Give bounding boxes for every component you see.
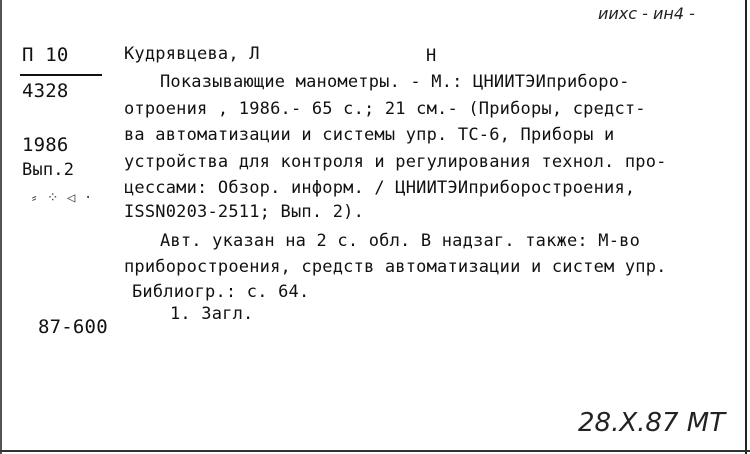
body-line-10: 1. Загл.	[170, 304, 254, 324]
corner-handwritten-note: иихс - ин4 -	[598, 4, 695, 23]
body-line-2: отроения , 1986.- 65 с.; 21 см.- (Приборы, средст-	[124, 99, 646, 119]
card-bottom-edge	[0, 450, 750, 452]
card-left-edge	[0, 0, 2, 454]
shelf-mark-divider	[20, 74, 102, 76]
letter-mark: Н	[426, 46, 437, 66]
shelf-mark: П 10	[22, 44, 69, 66]
year: 1986	[22, 134, 69, 156]
body-line-6: ISSN0203-2511; Вып. 2).	[124, 202, 365, 222]
body-line-5: цессами: Обзор. информ. / ЦНИИТЭИприборостроения,	[124, 178, 636, 198]
body-line-8: приборостроения, средств автоматизации и систем упр.	[124, 257, 667, 277]
author: Кудрявцева, Л	[124, 44, 260, 64]
issue-number: Вып.2	[22, 160, 75, 180]
body-line-3: ва автоматизации и системы упр. ТС-6, Приборы и	[124, 125, 615, 145]
ink-smudge: ⸗ ⁘ ◁ ·	[30, 190, 93, 206]
card-right-edge	[745, 0, 747, 454]
body-line-7: Авт. указан на 2 с. обл. В надзаг. также: М-во	[160, 231, 641, 251]
lower-code: 87-600	[38, 316, 108, 338]
body-line-1: Показывающие манометры. - М.: ЦНИИТЭИприборо-	[160, 72, 630, 92]
accession-number: 4328	[22, 80, 69, 102]
body-line-9: Библиогр.: с. 64.	[132, 282, 310, 302]
bottom-handwritten-note: 28.X.87 МТ	[578, 408, 726, 438]
body-line-4: устройства для контроля и регулирования технол. про-	[124, 152, 667, 172]
